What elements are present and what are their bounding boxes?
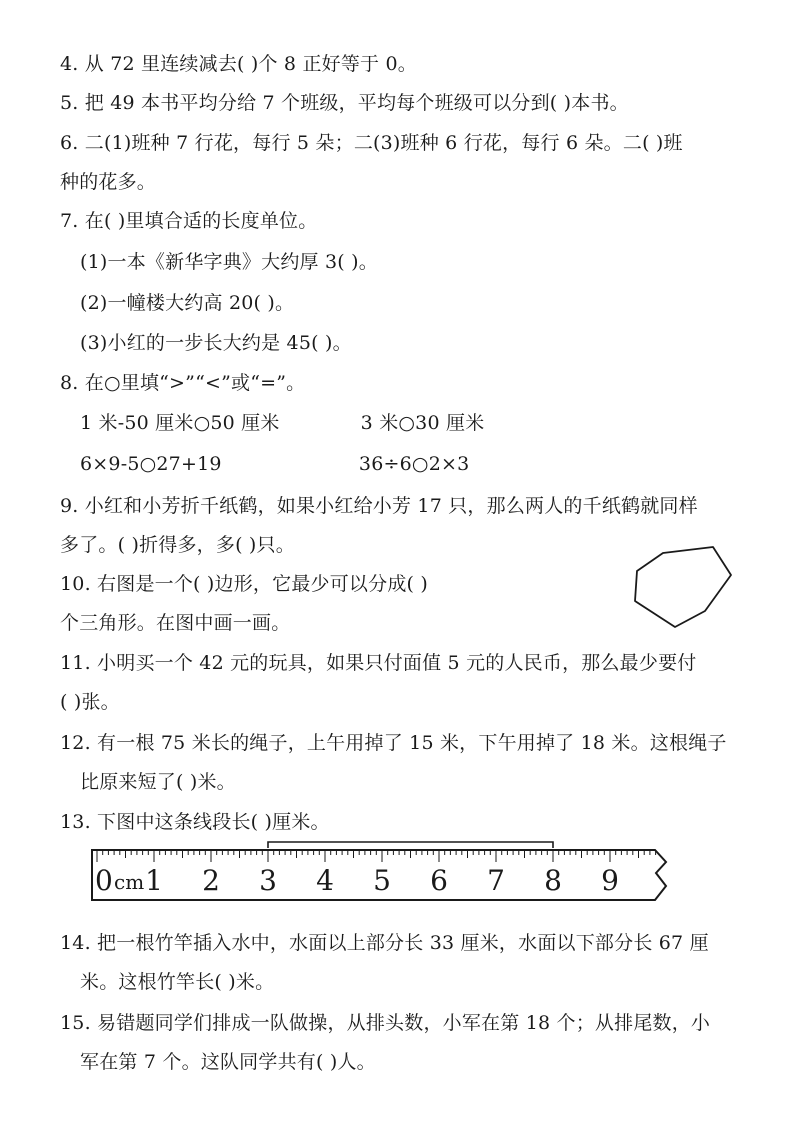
question-7-part-3: (3)小红的一步长大约是 45( )。	[80, 332, 352, 354]
polygon-shape	[635, 547, 731, 627]
ruler-number: 2	[202, 864, 220, 897]
ruler-number: 1	[145, 864, 163, 897]
question-6: 6. 二(1)班种 7 行花，每行 5 朵；二(3)班种 6 行花，每行 6 朵。二( )班	[60, 132, 683, 154]
question-7-part-2: (2)一幢楼大约高 20( )。	[80, 292, 295, 314]
question-4: 4. 从 72 里连续减去( )个 8 正好等于 0。	[60, 53, 417, 75]
question-11: 11. 小明买一个 42 元的玩具，如果只付面值 5 元的人民币，那么最少要付	[60, 652, 697, 674]
question-13: 13. 下图中这条线段长( )厘米。	[60, 811, 330, 833]
question-15: 15. 易错题同学们排成一队做操，从排头数，小军在第 18 个；从排尾数，小	[60, 1012, 711, 1034]
question-9-cont: 多了。( )折得多，多( )只。	[60, 534, 295, 556]
question-14: 14. 把一根竹竿插入水中，水面以上部分长 33 厘米，水面以下部分长 67 厘	[60, 932, 709, 954]
ruler-figure	[90, 838, 680, 908]
question-8-row-1: 1 米-50 厘米○50 厘米 3 米○30 厘米	[80, 412, 485, 434]
question-7-part-1: (1)一本《新华字典》大约厚 3( )。	[80, 251, 378, 273]
question-6-cont: 种的花多。	[60, 171, 157, 193]
ruler-number: 8	[544, 864, 562, 897]
ruler-number: 7	[487, 864, 505, 897]
question-5: 5. 把 49 本书平均分给 7 个班级，平均每个班级可以分到( )本书。	[60, 92, 629, 114]
ruler-number: 4	[316, 864, 334, 897]
question-8: 8. 在○里填“>”“<”或“=”。	[60, 372, 306, 394]
question-14-cont: 米。这根竹竿长( )米。	[80, 971, 275, 993]
ruler-number: 9	[601, 864, 619, 897]
ruler-number: 6	[430, 864, 448, 897]
question-10-cont: 个三角形。在图中画一画。	[60, 612, 291, 634]
question-10: 10. 右图是一个( )边形，它最少可以分成( )	[60, 573, 428, 595]
question-12-cont: 比原来短了( )米。	[80, 771, 236, 793]
ruler-unit-label: cm	[114, 870, 145, 894]
question-15-cont: 军在第 7 个。这队同学共有( )人。	[80, 1051, 376, 1073]
measured-line-segment	[268, 842, 553, 848]
question-9: 9. 小红和小芳折千纸鹤，如果小红给小芳 17 只，那么两人的千纸鹤就同样	[60, 495, 698, 517]
question-11-cont: ( )张。	[60, 691, 120, 713]
question-8-row-2: 6×9-5○27+19 36÷6○2×3	[80, 453, 470, 475]
hexagon-figure	[625, 543, 735, 633]
question-12: 12. 有一根 75 米长的绳子，上午用掉了 15 米，下午用掉了 18 米。这根绳子	[60, 732, 727, 754]
ruler-number: 0	[95, 864, 113, 897]
ruler-number: 5	[373, 864, 391, 897]
question-7: 7. 在( )里填合适的长度单位。	[60, 210, 318, 232]
ruler-number: 3	[259, 864, 277, 897]
